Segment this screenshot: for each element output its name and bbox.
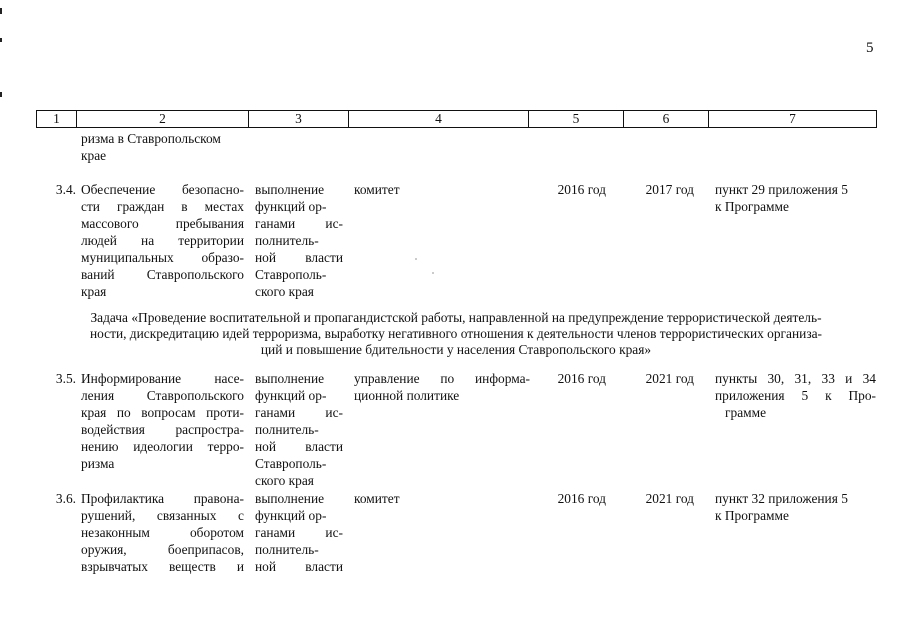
executor-cell [354, 181, 530, 198]
cell-line: Профилактика правона- [81, 491, 244, 506]
cell-line: ваний Ставропольского [81, 267, 244, 282]
column-number: 5 [529, 111, 624, 128]
column-number: 6 [624, 111, 709, 128]
cell-line: ского края [255, 473, 314, 488]
scan-edge-mark [0, 38, 2, 42]
start-year: 2016 год [557, 491, 606, 506]
cell-line: ционной политике [354, 388, 460, 403]
cell-line: грамме [725, 405, 767, 420]
reference-cell [715, 370, 876, 421]
cell-line: ной власти [255, 250, 343, 265]
scan-speck [415, 258, 417, 260]
column-number: 2 [77, 111, 249, 128]
cell-line: массового пребывания [81, 216, 244, 231]
cell-line: ной власти [255, 559, 343, 574]
cell-line: края по вопросам проти- [81, 405, 244, 420]
cell-line: ского края [255, 284, 314, 299]
task-heading-line: ности, дискредитацию идей терроризма, выработку негативного отношения к деятельности членов террористических организа- [89, 326, 823, 341]
task-heading-line: Задача «Проведение воспитательной и пропагандистской работы, направленной на предупреждение террористической деятель- [90, 310, 822, 325]
item-number: 3.6. [55, 491, 76, 506]
reference-cell [715, 181, 876, 215]
executor-cell [354, 370, 530, 404]
scan-edge-mark [0, 92, 2, 97]
cell-line: нению идеологии терро- [81, 439, 244, 454]
activity-cell [81, 130, 244, 164]
cell-line: края [81, 284, 107, 299]
cell-line: к Программе [715, 508, 789, 523]
cell-line: выполнение [255, 182, 325, 197]
end-year: 2021 год [645, 491, 694, 506]
cell-line: функций ор- [255, 508, 327, 523]
cell-line: ганами ис- [255, 525, 343, 540]
start-year: 2016 год [557, 371, 606, 386]
item-number: 3.5. [55, 371, 76, 386]
source-cell [255, 490, 343, 575]
cell-line: Информирование насе- [81, 371, 244, 386]
cell-line: людей на территории [81, 233, 244, 248]
page-number: 5 [866, 40, 874, 56]
cell-line: Ставрополь- [255, 267, 327, 282]
cell-line: управление по информа- [354, 371, 530, 386]
cell-line: ризма [81, 456, 115, 471]
cell-line: ризма в Ставропольском [81, 131, 221, 146]
cell-line: функций ор- [255, 199, 327, 214]
item-number: 3.4. [55, 182, 76, 197]
column-number-header [36, 110, 877, 128]
reference-cell [715, 490, 876, 524]
cell-line: крае [81, 148, 107, 163]
task-heading-line: ций и повышение бдительности у населения Ставропольского края» [260, 342, 652, 357]
cell-line: ганами ис- [255, 405, 343, 420]
cell-line: пункт 32 приложения 5 [715, 491, 848, 506]
activity-cell [81, 370, 244, 472]
cell-line: комитет [354, 491, 400, 506]
column-number: 1 [37, 111, 77, 128]
cell-line: водействия распростра- [81, 422, 244, 437]
cell-line: Обеспечение безопасно- [81, 182, 244, 197]
cell-line: пункт 29 приложения 5 [715, 182, 848, 197]
source-cell [255, 370, 343, 489]
column-number: 7 [709, 111, 877, 128]
cell-line: полнитель- [255, 542, 319, 557]
cell-line: ления Ставропольского [81, 388, 244, 403]
scan-speck [432, 272, 434, 274]
task-heading [36, 310, 876, 358]
column-number: 4 [349, 111, 529, 128]
cell-line: муниципальных образо- [81, 250, 244, 265]
cell-line: выполнение [255, 491, 325, 506]
cell-line: полнитель- [255, 233, 319, 248]
cell-line: функций ор- [255, 388, 327, 403]
cell-line: взрывчатых веществ и [81, 559, 244, 574]
cell-line: пункты 30, 31, 33 и 34 [715, 371, 876, 386]
activity-cell [81, 181, 244, 300]
cell-line: рушений, связанных с [81, 508, 244, 523]
end-year: 2021 год [645, 371, 694, 386]
source-cell [255, 181, 343, 300]
end-year: 2017 год [645, 182, 694, 197]
cell-line: сти граждан в местах [81, 199, 244, 214]
cell-line: выполнение [255, 371, 325, 386]
cell-line: приложения 5 к Про- [715, 388, 876, 403]
cell-line: ганами ис- [255, 216, 343, 231]
cell-line: незаконным оборотом [81, 525, 244, 540]
cell-line: оружия, боеприпасов, [81, 542, 244, 557]
executor-cell [354, 490, 530, 507]
cell-line: комитет [354, 182, 400, 197]
activity-cell [81, 490, 244, 575]
column-number: 3 [249, 111, 349, 128]
cell-line: Ставрополь- [255, 456, 327, 471]
cell-line: ной власти [255, 439, 343, 454]
cell-line: к Программе [715, 199, 789, 214]
scan-edge-mark [0, 8, 2, 14]
cell-line: полнитель- [255, 422, 319, 437]
start-year: 2016 год [557, 182, 606, 197]
